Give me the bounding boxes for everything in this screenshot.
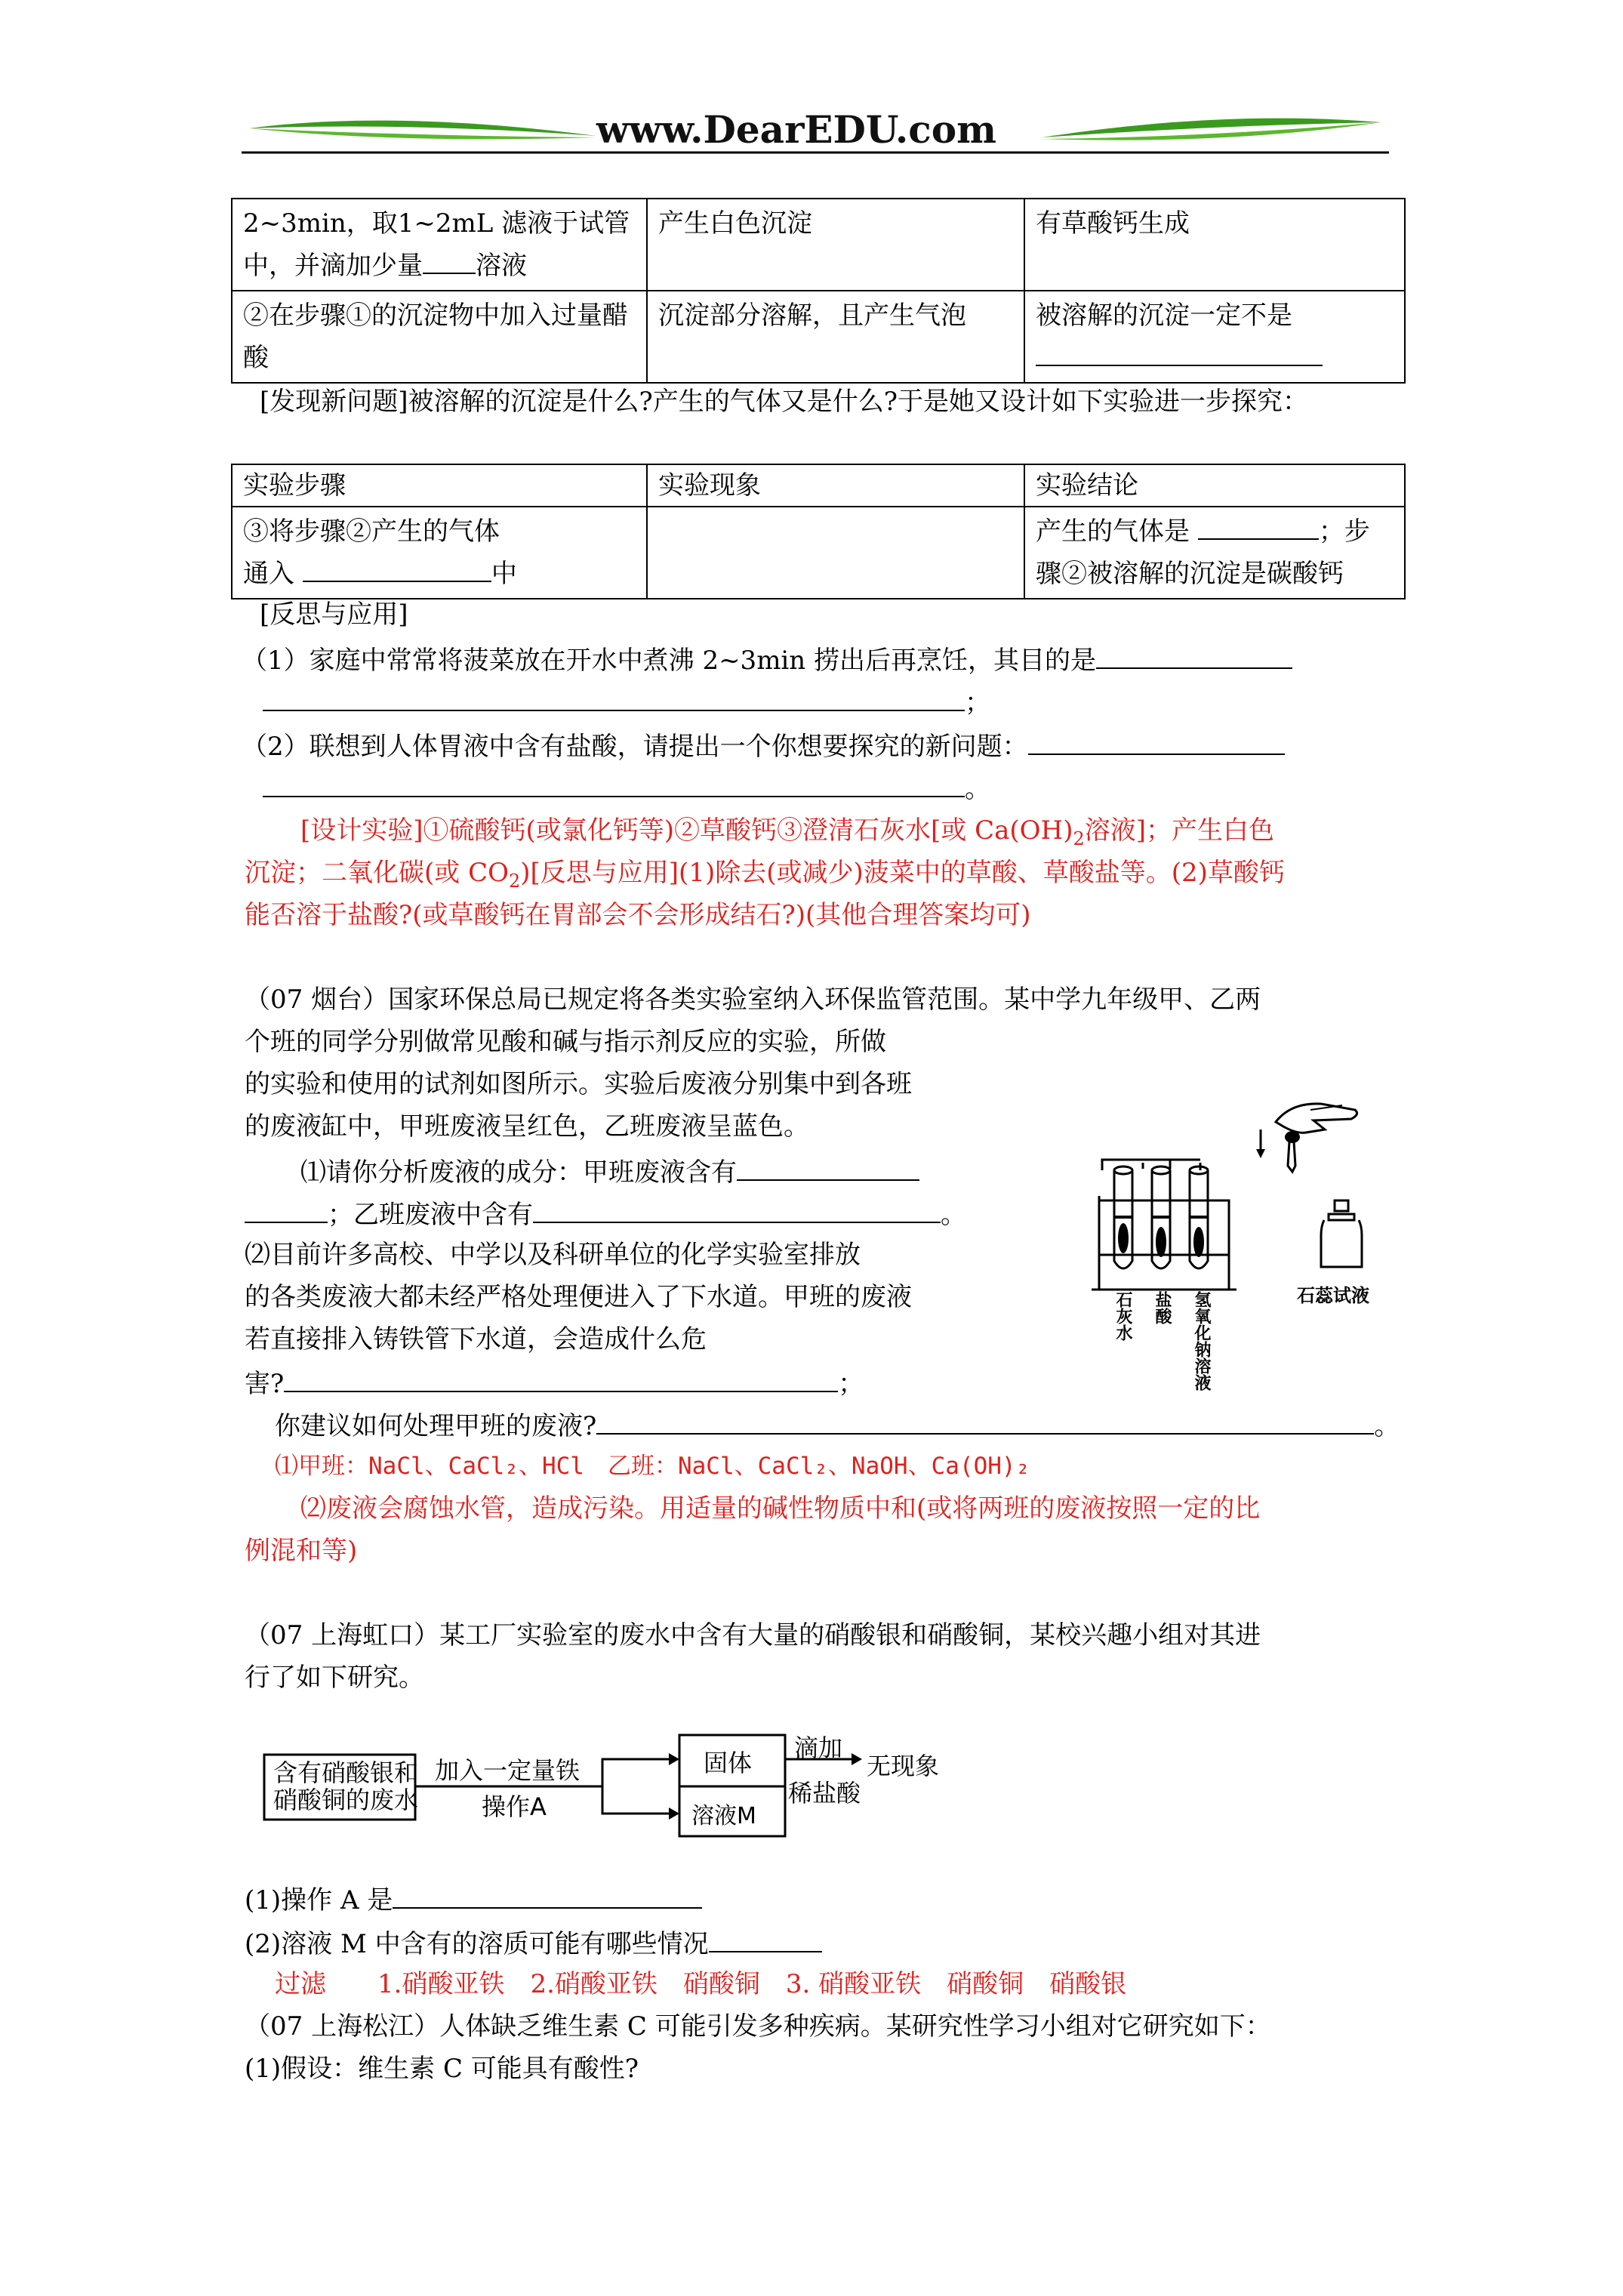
experiment-table-1 [231,198,1406,384]
table-header-cell: 实验结论 [1024,464,1405,507]
reflection-q1: （1）家庭中常常将菠菜放在开水中煮沸 2~3min 捞出后再烹饪，其目的是 [242,643,1292,676]
table-cell: ③将步骤②产生的气体 通入 中 [232,507,647,599]
reflection-q1-cont: ； [263,686,990,718]
songjiang-line-2: (1)假设：维生素 C 可能具有酸性? [245,2054,639,2084]
hongkou-q1: (1)操作 A 是 [245,1883,702,1915]
flow-drop-top: 滴加 [794,1734,843,1762]
answer-1-line-1: [设计实验]①硫酸钙(或氯化钙等)②草酸钙③澄清石灰水[或 $Ca(OH)_2$溶液]；产生白色 [300,815,1275,849]
table-header-cell: 实验现象 [647,464,1024,507]
hongkou-line-2: 行了如下研究。 [245,1663,424,1693]
yantai-line-3: 的实验和使用的试剂如图所示。实验后废液分别集中到各班 [245,1069,912,1099]
yantai-line-11: 你建议如何处理甲班的废液? 。 [275,1409,1400,1441]
header-logo [242,106,1389,166]
yantai-line-2: 个班的同学分别做常见酸和碱与指示剂反应的实验，所做 [245,1027,886,1057]
hongkou-answer: 过滤 1.硝酸亚铁 2.硝酸亚铁 硝酸铜 3. 硝酸亚铁 硝酸铜 硝酸银 [275,1969,1127,1999]
test-tube-figure [1057,1087,1404,1419]
flow-start-box: 含有硝酸银和 硝酸铜的废水 [273,1758,419,1814]
table-row [232,199,1405,291]
table-cell [647,507,1024,599]
yantai-line-10: 害? ； [245,1367,864,1399]
yantai-line-1: （07 烟台）国家环保总局已规定将各类实验室纳入环保监管范围。某中学九年级甲、乙两 [245,985,1261,1015]
flow-arrow-label-bottom: 操作A [482,1792,547,1821]
flow-solid: 固体 [704,1749,753,1777]
reflection-q2-cont: 。 [263,772,990,804]
yantai-line-6: ；乙班废液中含有 。 [245,1197,966,1230]
flow-arrow-label-top: 加入一定量铁 [435,1756,581,1785]
flow-diagram [263,1729,987,1842]
table-cell: 2~3min，取1~2mL 滤液于试管中，并滴加少量 溶液 [232,199,647,291]
logo-text: www.DearEDU.com [596,107,997,152]
reflection-heading: [反思与应用] [260,599,408,630]
table-cell: 沉淀部分溶解，且产生气泡 [647,291,1024,383]
label-sodium-hydroxide: 氢氧化钠溶液 [1192,1291,1211,1391]
answer-2-line-3: 例混和等) [245,1536,358,1566]
table-cell: 被溶解的沉淀一定不是 [1024,291,1405,383]
yantai-line-8: 的各类废液大都未经严格处理便进入了下水道。甲班的废液 [245,1282,912,1312]
answer-1-line-2: 沉淀；二氧化碳(或 $CO_2$)[反思与应用](1)除去(或减少)菠菜中的草酸、草酸盐等。(2)草酸钙 [245,858,1285,892]
answer-2-line-1: ⑴甲班：NaCl、CaCl₂、HCl 乙班：NaCl、CaCl₂、NaOH、Ca(OH)₂ [275,1453,1030,1480]
new-problem-text: [发现新问题]被溶解的沉淀是什么?产生的气体又是什么?于是她又设计如下实验进一步探究： [260,387,1308,417]
reflection-q2: （2）联想到人体胃液中含有盐酸，请提出一个你想要探究的新问题： [242,729,1285,762]
table-header-cell: 实验步骤 [232,464,647,507]
hongkou-q2: (2)溶液 M 中含有的溶质可能有哪些情况 [245,1927,822,1959]
table-cell: 产生白色沉淀 [647,199,1024,291]
table-row [232,291,1405,383]
yantai-line-7: ⑵目前许多高校、中学以及科研单位的化学实验室排放 [245,1240,861,1270]
answer-2-line-2: ⑵废液会腐蚀水管，造成污染。用适量的碱性物质中和(或将两班的废液按照一定的比 [300,1493,1261,1524]
answer-1-line-3: 能否溶于盐酸?(或草酸钙在胃部会不会形成结石?)(其他合理答案均可) [245,900,1031,930]
yantai-line-9: 若直接排入铸铁管下水道，会造成什么危 [245,1324,707,1354]
table-cell: ②在步骤①的沉淀物中加入过量醋酸 [232,291,647,383]
table-row [232,464,1405,507]
label-hydrochloric-acid: 盐酸 [1153,1291,1172,1324]
hongkou-line-1: （07 上海虹口）某工厂实验室的废水中含有大量的硝酸银和硝酸铜，某校兴趣小组对其进 [245,1620,1261,1650]
flow-solution-m: 溶液M [691,1803,756,1829]
flow-drop-bottom: 稀盐酸 [788,1779,861,1808]
yantai-line-5: ⑴请你分析废液的成分：甲班废液含有 [300,1155,919,1188]
label-limewater: 石灰水 [1113,1291,1132,1341]
test-tube-rack-icon [1057,1087,1404,1419]
table-cell: 有草酸钙生成 [1024,199,1405,291]
table-row [232,507,1405,599]
flow-result: 无现象 [867,1752,940,1780]
yantai-line-4: 的废液缸中，甲班废液呈红色，乙班废液呈蓝色。 [245,1111,809,1142]
label-litmus: 石蕊试液 [1297,1285,1369,1306]
songjiang-line-1: （07 上海松江）人体缺乏维生素 C 可能引发多种疾病。某研究性学习小组对它研究如下： [245,2011,1271,2042]
table-cell: 产生的气体是 ；步 骤②被溶解的沉淀是碳酸钙 [1024,507,1405,599]
experiment-table-2 [231,464,1406,599]
